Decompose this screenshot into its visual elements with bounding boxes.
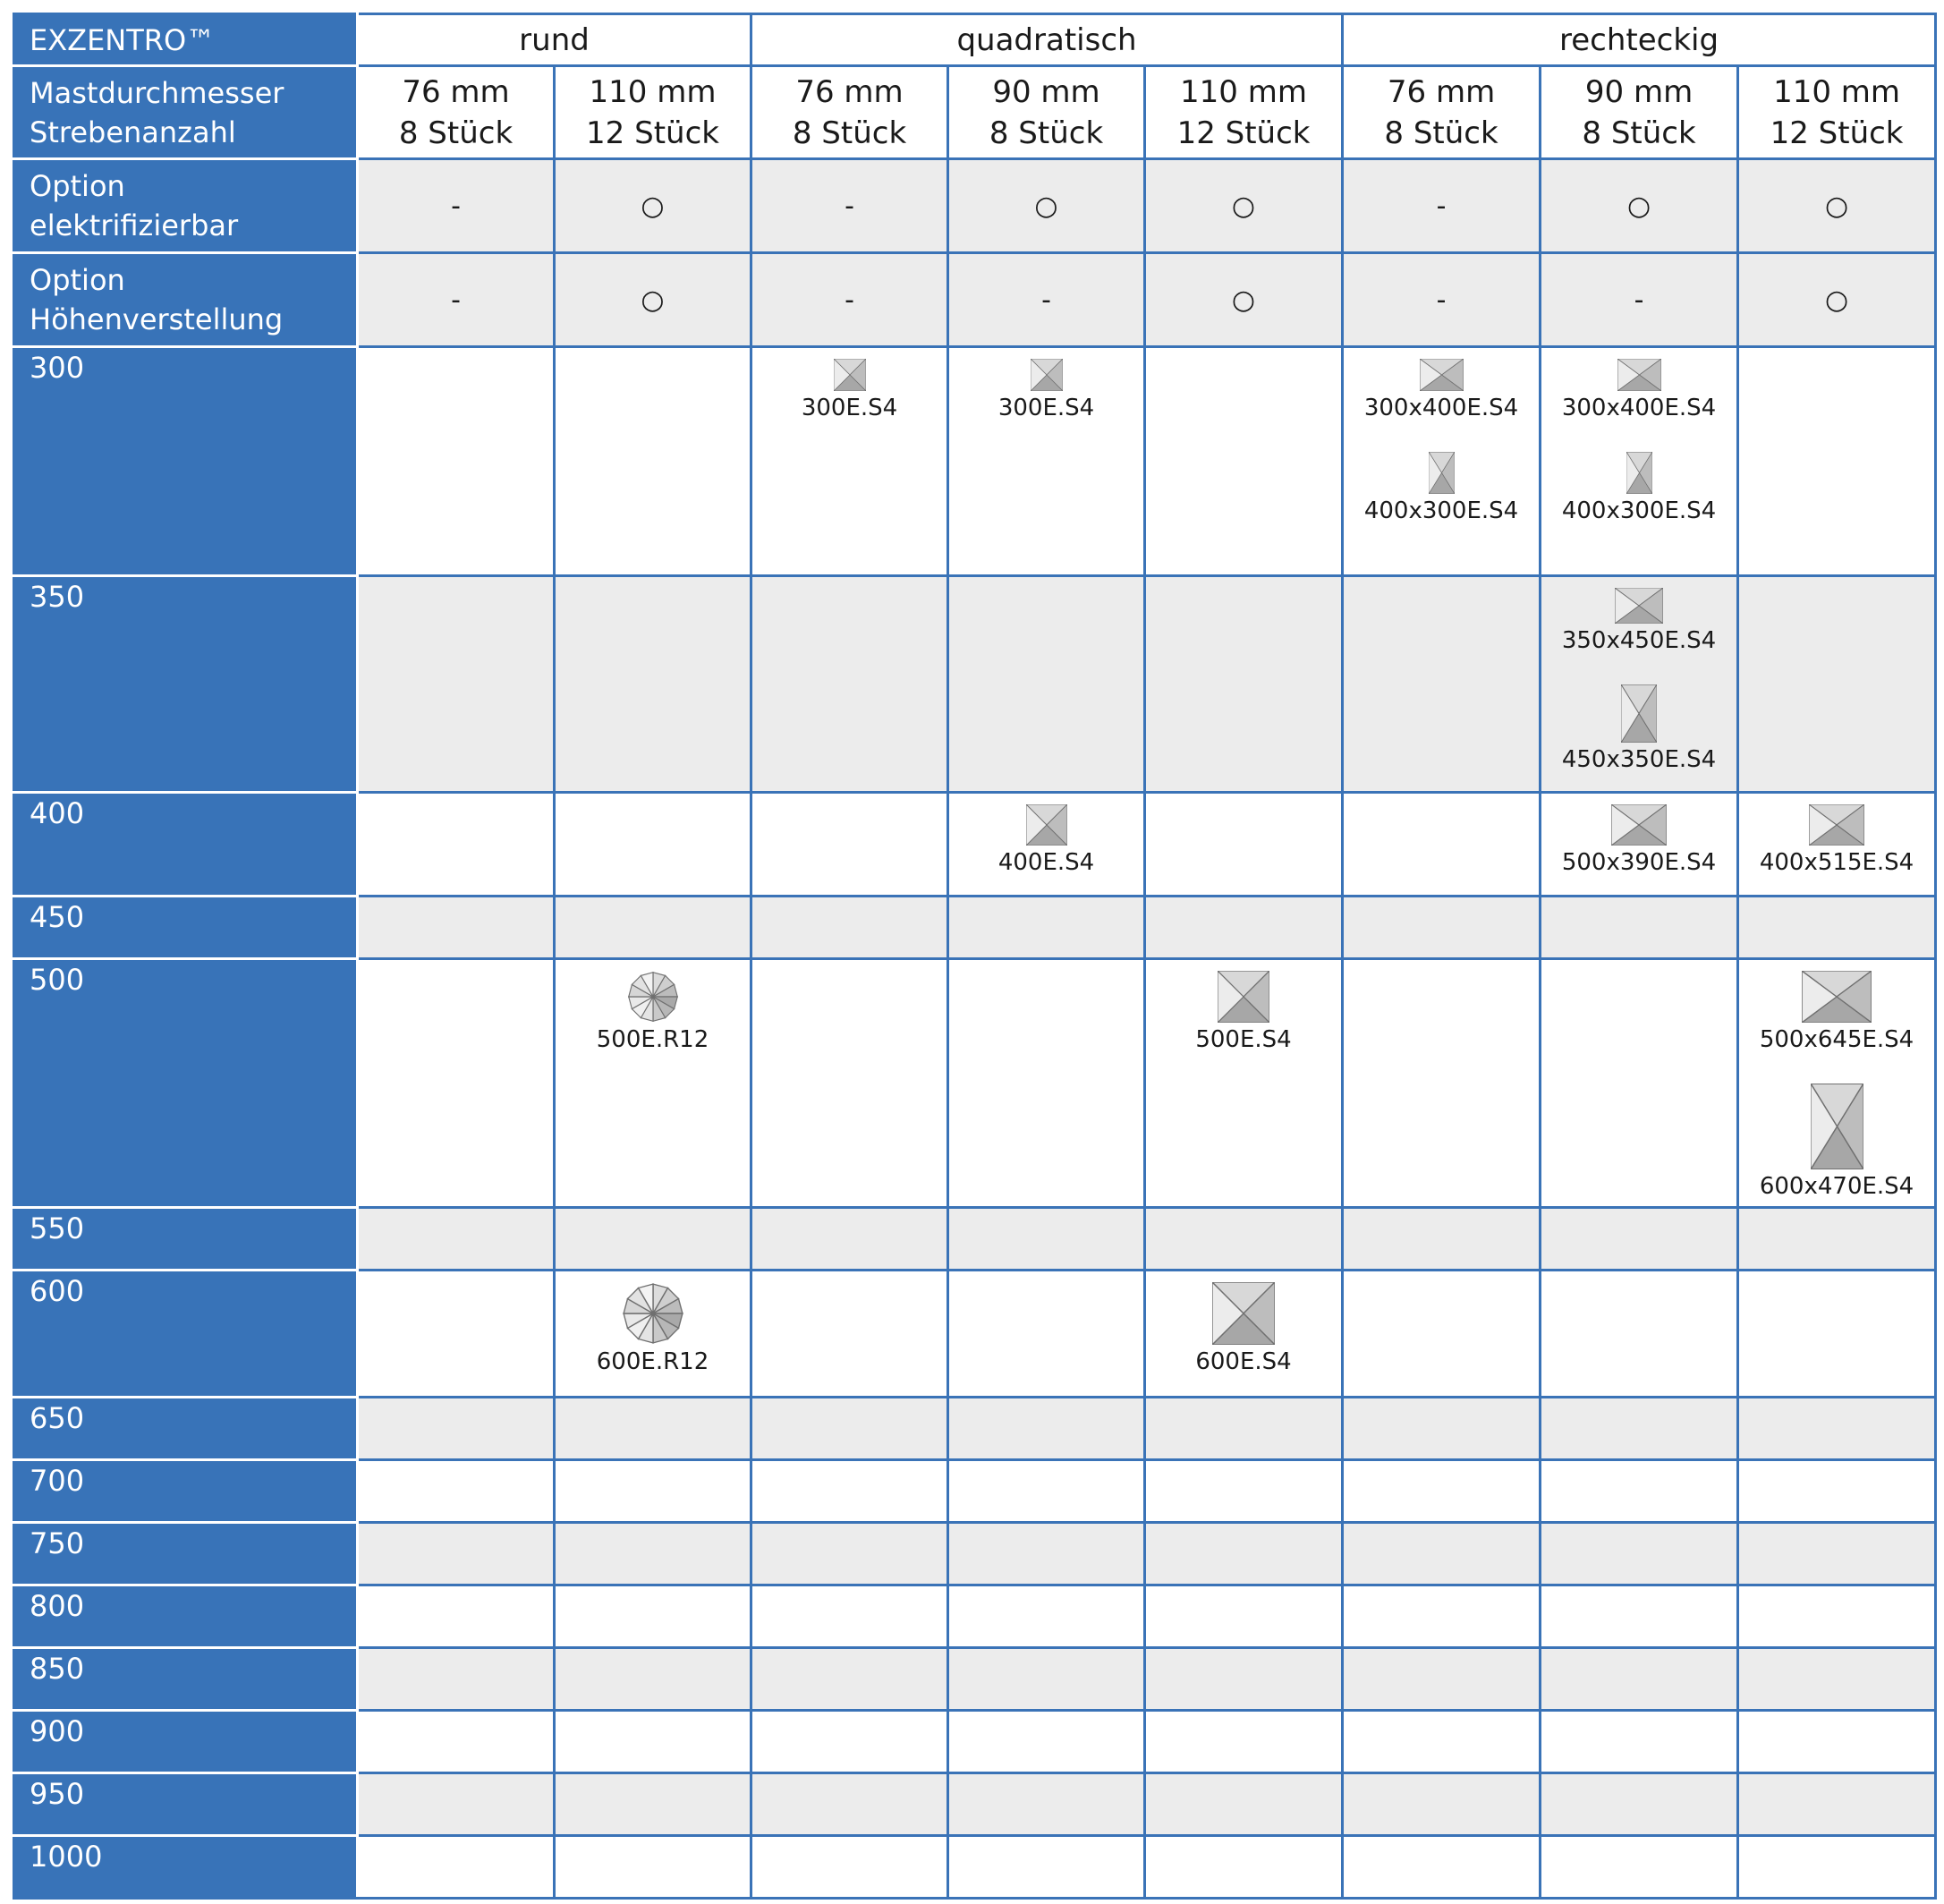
product-cell	[751, 897, 948, 959]
product-code: 600E.R12	[596, 1348, 709, 1375]
rect-portrait-pyramid-icon	[1429, 452, 1455, 494]
product-cell	[1541, 1773, 1738, 1836]
product-cell	[555, 1711, 751, 1773]
size-row	[14, 1836, 1936, 1899]
size-row	[14, 1208, 1936, 1271]
product-code: 600E.S4	[1195, 1348, 1292, 1375]
size-row	[14, 897, 1936, 959]
rect-portrait-pyramid-icon	[1626, 452, 1652, 494]
product-cell	[751, 1460, 948, 1523]
size-label: 900	[14, 1711, 358, 1773]
product-cell	[1343, 1398, 1541, 1460]
product-cell	[948, 1648, 1145, 1711]
product-cell	[948, 1585, 1145, 1648]
product-cell	[1738, 1208, 1936, 1271]
product-cell	[555, 576, 751, 793]
product-cell	[1343, 347, 1541, 576]
option-label-line: elektrifizierbar	[30, 208, 239, 242]
product-cell	[1145, 347, 1343, 576]
product-code: 400x300E.S4	[1363, 497, 1519, 524]
product-item	[802, 359, 897, 421]
product-cell	[358, 959, 555, 1208]
product-cell	[358, 1271, 555, 1398]
size-row	[14, 576, 1936, 793]
size-row	[14, 1773, 1936, 1836]
product-item	[998, 359, 1094, 421]
product-cell	[1343, 1523, 1541, 1585]
option-value: -	[751, 253, 948, 347]
product-cell	[555, 1836, 751, 1899]
product-item	[998, 804, 1094, 876]
product-code: 300x400E.S4	[1363, 395, 1519, 421]
square-pyramid-icon	[1031, 359, 1063, 391]
product-cell	[1343, 1711, 1541, 1773]
rect-landscape-pyramid-icon	[1420, 359, 1464, 391]
product-cell	[358, 1836, 555, 1899]
option-label-line: Option	[30, 169, 125, 203]
product-cell	[1738, 793, 1936, 897]
size-label: 800	[14, 1585, 358, 1648]
product-item	[1760, 1084, 1914, 1200]
column-count: 8 Stück	[398, 115, 514, 151]
column-diameter: 110 mm	[1180, 73, 1307, 110]
column-diameter: 90 mm	[1584, 73, 1694, 110]
size-row	[14, 1523, 1936, 1585]
product-cell	[1145, 897, 1343, 959]
spec-label	[14, 66, 358, 159]
product-cell	[751, 1836, 948, 1899]
product-cell	[1738, 1648, 1936, 1711]
product-cell	[751, 1648, 948, 1711]
size-label: 850	[14, 1648, 358, 1711]
rect-landscape-pyramid-icon	[1802, 971, 1872, 1023]
product-code: 500E.S4	[1195, 1026, 1292, 1053]
product-cell	[358, 1208, 555, 1271]
option-value: -	[358, 253, 555, 347]
product-code: 500x390E.S4	[1561, 849, 1717, 876]
product-cell	[751, 576, 948, 793]
column-diameter: 110 mm	[1773, 73, 1901, 110]
product-cell	[358, 793, 555, 897]
column-count: 12 Stück	[586, 115, 719, 151]
column-count: 12 Stück	[1770, 115, 1904, 151]
product-cell	[751, 1208, 948, 1271]
square-pyramid-icon	[834, 359, 866, 391]
product-cell	[751, 347, 948, 576]
count-label: Strebenanzahl	[30, 115, 236, 149]
product-cell	[1541, 897, 1738, 959]
option-label	[14, 253, 358, 347]
product-cell	[555, 1585, 751, 1648]
product-cell	[1541, 1208, 1738, 1271]
product-item	[1562, 804, 1716, 876]
product-cell	[1343, 1271, 1541, 1398]
product-item	[1562, 588, 1716, 654]
product-cell	[751, 959, 948, 1208]
product-item	[597, 971, 709, 1053]
option-label-line: Option	[30, 263, 125, 297]
option-value: ○	[555, 253, 751, 347]
product-cell	[1145, 1271, 1343, 1398]
product-cell	[1145, 1773, 1343, 1836]
product-cell	[1541, 959, 1738, 1208]
option-value: ○	[1738, 159, 1936, 253]
diameter-label: Mastdurchmesser	[30, 75, 284, 110]
product-cell	[555, 897, 751, 959]
product-cell	[751, 1773, 948, 1836]
column-spec	[948, 66, 1145, 159]
product-cell	[358, 1711, 555, 1773]
product-item	[597, 1282, 709, 1375]
product-cell	[1738, 1711, 1936, 1773]
product-cell	[948, 347, 1145, 576]
product-cell	[1738, 347, 1936, 576]
product-cell	[1541, 1523, 1738, 1585]
product-cell	[555, 793, 751, 897]
product-code: 500x645E.S4	[1759, 1026, 1914, 1053]
size-label: 950	[14, 1773, 358, 1836]
option-value: ○	[555, 159, 751, 253]
product-cell	[555, 1208, 751, 1271]
size-label: 700	[14, 1460, 358, 1523]
option-value: -	[1541, 253, 1738, 347]
product-cell	[1343, 959, 1541, 1208]
option-value: -	[948, 253, 1145, 347]
square-pyramid-icon	[1026, 804, 1067, 846]
brand-label: EXZENTRO™	[14, 14, 358, 66]
product-cell	[1343, 793, 1541, 897]
product-code: 400x300E.S4	[1561, 497, 1717, 524]
product-code: 400x515E.S4	[1759, 849, 1914, 876]
product-cell	[1145, 1208, 1343, 1271]
column-spec	[751, 66, 948, 159]
product-item	[1364, 452, 1518, 524]
product-item	[1562, 684, 1716, 773]
product-cell	[1738, 1773, 1936, 1836]
product-cell	[358, 1523, 555, 1585]
group-rechteckig: rechteckig	[1343, 14, 1936, 66]
product-code: 350x450E.S4	[1561, 627, 1717, 654]
round-dodecagon-icon	[622, 1282, 684, 1345]
product-item	[1195, 1282, 1291, 1375]
product-cell	[1738, 1271, 1936, 1398]
option-row	[14, 159, 1936, 253]
product-cell	[751, 1711, 948, 1773]
rect-landscape-pyramid-icon	[1809, 804, 1864, 846]
option-value: ○	[1738, 253, 1936, 347]
column-diameter: 76 mm	[1387, 73, 1496, 110]
size-row	[14, 1648, 1936, 1711]
size-row	[14, 959, 1936, 1208]
product-cell	[1541, 1398, 1738, 1460]
column-count: 12 Stück	[1176, 115, 1311, 151]
product-cell	[555, 1271, 751, 1398]
product-cell	[1541, 1271, 1738, 1398]
product-cell	[1541, 1585, 1738, 1648]
product-matrix-table	[13, 13, 1937, 1900]
size-label: 600	[14, 1271, 358, 1398]
product-cell	[1145, 1460, 1343, 1523]
size-label: 1000	[14, 1836, 358, 1899]
product-cell	[555, 1523, 751, 1585]
product-cell	[1738, 897, 1936, 959]
option-value: ○	[1145, 253, 1343, 347]
column-spec	[1541, 66, 1738, 159]
square-pyramid-icon	[1218, 971, 1269, 1023]
column-spec	[1145, 66, 1343, 159]
rect-portrait-pyramid-icon	[1621, 684, 1657, 743]
product-cell	[1541, 793, 1738, 897]
product-cell	[1738, 1460, 1936, 1523]
product-code: 500E.R12	[596, 1026, 709, 1053]
column-count: 8 Stück	[1384, 115, 1498, 151]
product-cell	[358, 347, 555, 576]
rect-landscape-pyramid-icon	[1615, 588, 1663, 624]
product-cell	[948, 1711, 1145, 1773]
product-cell	[948, 576, 1145, 793]
product-cell	[1343, 1648, 1541, 1711]
column-diameter: 76 mm	[402, 73, 510, 110]
product-cell	[948, 1208, 1145, 1271]
product-cell	[751, 793, 948, 897]
column-diameter: 90 mm	[992, 73, 1100, 110]
square-pyramid-icon	[1212, 1282, 1275, 1345]
column-spec	[358, 66, 555, 159]
column-spec	[555, 66, 751, 159]
column-count: 8 Stück	[792, 115, 907, 151]
size-label: 550	[14, 1208, 358, 1271]
spec-header-row	[14, 66, 1936, 159]
size-label: 750	[14, 1523, 358, 1585]
product-cell	[358, 1460, 555, 1523]
product-cell	[1145, 1523, 1343, 1585]
column-count: 8 Stück	[989, 115, 1104, 151]
size-label: 350	[14, 576, 358, 793]
size-row	[14, 347, 1936, 576]
product-cell	[948, 793, 1145, 897]
product-cell	[1343, 1773, 1541, 1836]
rect-landscape-pyramid-icon	[1611, 804, 1667, 846]
product-cell	[1541, 1836, 1738, 1899]
product-cell	[1145, 576, 1343, 793]
size-label: 450	[14, 897, 358, 959]
group-header-row	[14, 14, 1936, 66]
column-diameter: 76 mm	[795, 73, 904, 110]
option-value: -	[1343, 159, 1541, 253]
product-cell	[1738, 959, 1936, 1208]
size-label: 300	[14, 347, 358, 576]
column-diameter: 110 mm	[589, 73, 717, 110]
product-code: 300E.S4	[997, 395, 1095, 421]
option-value: -	[358, 159, 555, 253]
product-item	[1195, 971, 1291, 1053]
product-cell	[1145, 1711, 1343, 1773]
column-count: 8 Stück	[1582, 115, 1696, 151]
product-cell	[948, 959, 1145, 1208]
product-cell	[1145, 959, 1343, 1208]
product-cell	[948, 1773, 1145, 1836]
product-code: 450x350E.S4	[1561, 746, 1717, 773]
product-cell	[358, 897, 555, 959]
product-cell	[751, 1585, 948, 1648]
product-cell	[1541, 1648, 1738, 1711]
product-cell	[751, 1523, 948, 1585]
product-code: 300E.S4	[801, 395, 898, 421]
product-cell	[751, 1271, 948, 1398]
product-cell	[358, 1773, 555, 1836]
option-value: ○	[1145, 159, 1343, 253]
product-cell	[555, 1460, 751, 1523]
product-cell	[555, 347, 751, 576]
option-value: ○	[948, 159, 1145, 253]
option-label-line: Höhenverstellung	[30, 302, 284, 336]
product-cell	[358, 1648, 555, 1711]
product-cell	[1145, 1585, 1343, 1648]
option-row	[14, 253, 1936, 347]
product-cell	[555, 959, 751, 1208]
product-cell	[358, 1585, 555, 1648]
product-cell	[1541, 576, 1738, 793]
product-code: 300x400E.S4	[1561, 395, 1717, 421]
product-code: 400E.S4	[997, 849, 1095, 876]
product-cell	[948, 1523, 1145, 1585]
size-row	[14, 1711, 1936, 1773]
product-cell	[1738, 1523, 1936, 1585]
product-item	[1562, 359, 1716, 421]
option-label	[14, 159, 358, 253]
size-row	[14, 1398, 1936, 1460]
size-label: 650	[14, 1398, 358, 1460]
size-label: 500	[14, 959, 358, 1208]
product-cell	[358, 1398, 555, 1460]
product-cell	[1145, 793, 1343, 897]
option-value: -	[1343, 253, 1541, 347]
product-cell	[1145, 1836, 1343, 1899]
size-row	[14, 793, 1936, 897]
product-cell	[1541, 347, 1738, 576]
rect-landscape-pyramid-icon	[1617, 359, 1661, 391]
option-value: -	[751, 159, 948, 253]
product-cell	[1738, 576, 1936, 793]
product-cell	[1145, 1398, 1343, 1460]
product-cell	[948, 1271, 1145, 1398]
size-row	[14, 1460, 1936, 1523]
product-cell	[1343, 897, 1541, 959]
product-code: 600x470E.S4	[1759, 1173, 1914, 1200]
product-cell	[1343, 1836, 1541, 1899]
product-cell	[1738, 1836, 1936, 1899]
group-quadratisch: quadratisch	[751, 14, 1343, 66]
rect-portrait-pyramid-icon	[1811, 1084, 1863, 1169]
product-cell	[555, 1398, 751, 1460]
product-cell	[1541, 1711, 1738, 1773]
product-item	[1760, 804, 1914, 876]
product-cell	[948, 1460, 1145, 1523]
group-rund: rund	[358, 14, 751, 66]
product-cell	[1145, 1648, 1343, 1711]
product-cell	[1343, 576, 1541, 793]
product-cell	[555, 1773, 751, 1836]
product-cell	[751, 1398, 948, 1460]
size-row	[14, 1585, 1936, 1648]
column-spec	[1738, 66, 1936, 159]
product-cell	[948, 1836, 1145, 1899]
product-item	[1562, 452, 1716, 524]
column-spec	[1343, 66, 1541, 159]
product-cell	[1343, 1208, 1541, 1271]
product-item	[1364, 359, 1518, 421]
round-dodecagon-icon	[627, 971, 679, 1023]
size-row	[14, 1271, 1936, 1398]
size-label: 400	[14, 793, 358, 897]
product-cell	[1738, 1585, 1936, 1648]
product-cell	[948, 1398, 1145, 1460]
product-cell	[1343, 1460, 1541, 1523]
option-value: ○	[1541, 159, 1738, 253]
product-cell	[555, 1648, 751, 1711]
product-cell	[1738, 1398, 1936, 1460]
product-cell	[1541, 1460, 1738, 1523]
product-cell	[948, 897, 1145, 959]
product-cell	[358, 576, 555, 793]
product-cell	[1343, 1585, 1541, 1648]
product-item	[1760, 971, 1914, 1053]
